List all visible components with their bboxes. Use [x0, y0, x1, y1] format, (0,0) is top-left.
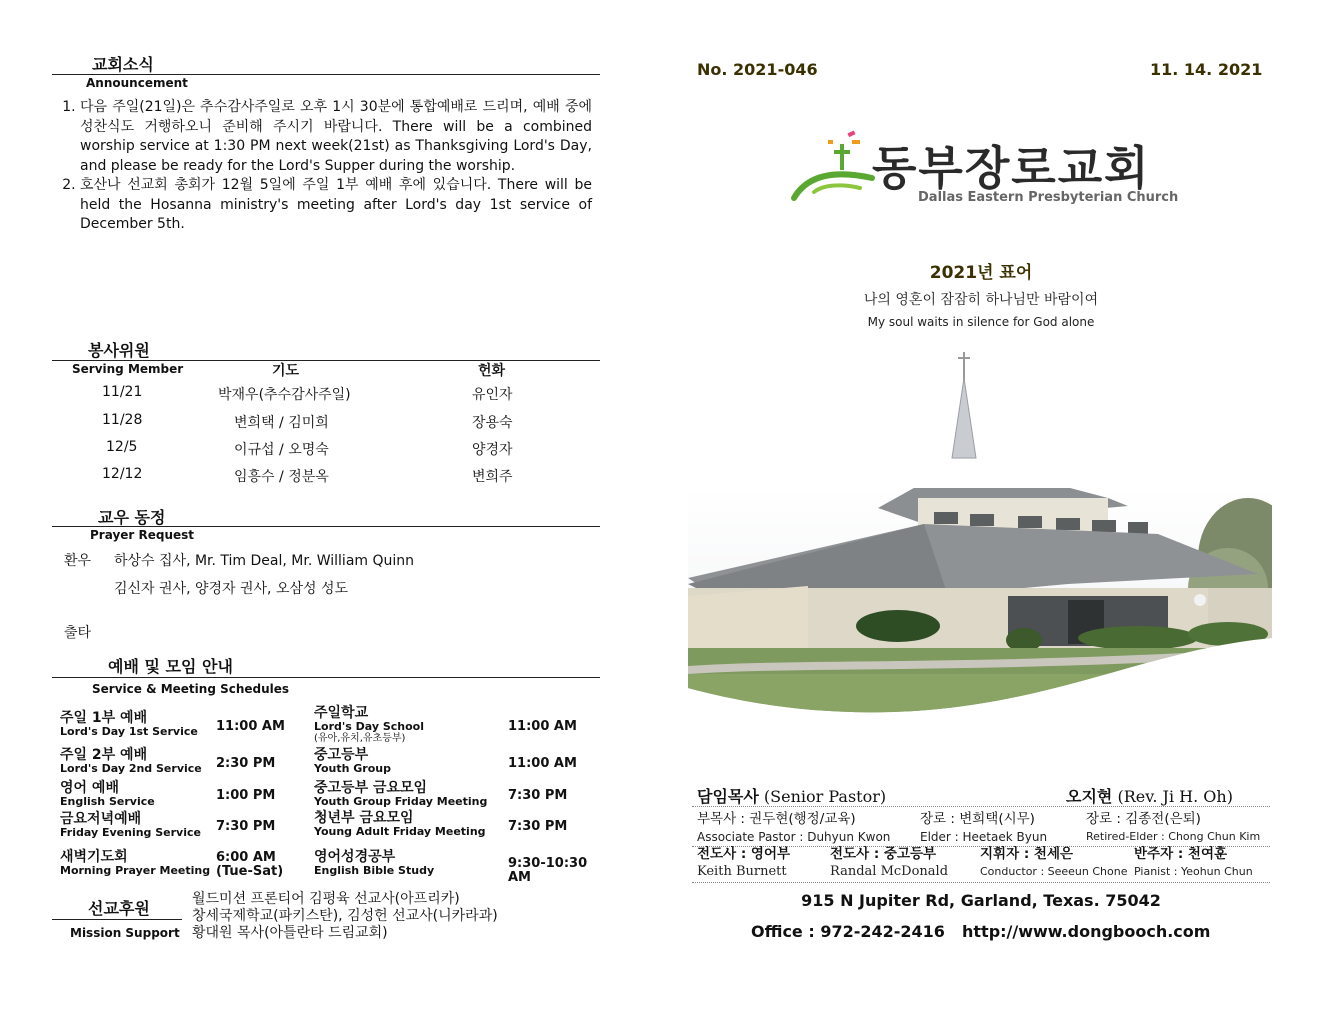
schedule-item-name: 주일 2부 예배 Lord's Day 2nd Service [60, 747, 202, 775]
schedule-time: 2:30 PM [216, 756, 276, 771]
serving-prayer: 이규섭 / 오명숙 [234, 442, 329, 458]
announcement-item: 1. 다음 주일(21일)은 추수감사주일로 오후 1시 30분에 통합예배로 드리며, 예배 중에 성찬식도 거행하오니 준비해 주시기 바랍니다. There will be a combined worship service at 1:30 PM next week(21st) as Thanksgiving Lord's Day, and please be ready for the Lord's Supper during the worship. [80, 98, 592, 176]
senior-pastor-name: 오지현 (Rev. Ji H. Oh) [1066, 787, 1233, 806]
motto-korean: 나의 영혼이 잠잠히 하나님만 바람이여 [863, 292, 1099, 308]
sick-label: 환우 [64, 553, 92, 569]
schedule-time: 7:30 PM [508, 788, 568, 803]
schedule-title: 예배 및 모임 안내 [108, 657, 233, 676]
announcement-list [58, 98, 592, 235]
prayer-column-header: 기도 [272, 363, 300, 379]
schedule-item-name: 새벽기도회 Morning Prayer Meeting [60, 849, 211, 877]
staff-retired-elder: 장로 : 김종전(은퇴) Retired-Elder : Chong Chun Kim [1086, 811, 1261, 843]
schedule-item-name: 주일학교 Lord's Day School (유아,유치,유초등부) [314, 705, 424, 744]
schedule-time: 11:00 AM [508, 719, 577, 734]
sick-list: 하상수 집사, Mr. Tim Deal, Mr. William Quinn [114, 553, 415, 569]
divider [52, 526, 600, 527]
schedule-time: 6:00 AM (Tue-Sat) [216, 850, 284, 879]
serving-offering: 유인자 [472, 387, 513, 403]
church-address: 915 N Jupiter Rd, Garland, Texas. 75042 [801, 891, 1161, 910]
announcement-title: 교회소식 [92, 55, 154, 74]
staff-associate-pastor: 부목사 : 권두현(행정/교육) Associate Pastor : Duhyun Kwon [697, 811, 891, 844]
prayer-title: 교우 동정 [98, 508, 166, 527]
church-name-english: Dallas Eastern Presbyterian Church [918, 190, 1179, 205]
church-logo-icon [788, 126, 878, 206]
divider [692, 806, 1270, 807]
serving-prayer: 변희택 / 김미희 [234, 415, 329, 431]
serving-title: 봉사위원 [88, 341, 150, 360]
staff-conductor: 지휘자 : 천세은 Conductor : Seeeun Chone [980, 846, 1128, 878]
announcement-item: 2. 호산나 선교회 총회가 12월 5일에 주일 1부 예배 후에 있습니다. There will be held the Hosanna ministry's meeting after Lord's day 1st service of December 5th. [80, 176, 592, 235]
schedule-subtitle: Service & Meeting Schedules [92, 682, 290, 696]
schedule-time: 11:00 AM [216, 719, 285, 734]
divider [52, 360, 600, 361]
divider [52, 677, 600, 678]
schedule-item-name: 중고등부 Youth Group [314, 747, 391, 775]
schedule-time: 9:30-10:30 AM [508, 856, 588, 885]
travel-label: 출타 [64, 625, 92, 641]
serving-offering: 장용숙 [472, 415, 513, 431]
serving-prayer: 임흥수 / 정분옥 [234, 469, 329, 485]
serving-date: 12/5 [106, 439, 138, 455]
website-link[interactable]: http://www.dongbooch.com [962, 922, 1211, 941]
announcement-subtitle: Announcement [86, 76, 188, 90]
schedule-item-name: 금요저녁예배 Friday Evening Service [60, 811, 201, 839]
schedule-time: 7:30 PM [508, 819, 568, 834]
prayer-subtitle: Prayer Request [90, 528, 195, 542]
staff-evangelist-youth: 전도사 : 중고등부 Randal McDonald [830, 846, 949, 879]
schedule-time: 11:00 AM [508, 756, 577, 771]
offering-column-header: 헌화 [478, 363, 506, 379]
motto-title: 2021년 표어 [929, 263, 1033, 283]
schedule-item-name: 영어 예배 English Service [60, 780, 155, 808]
mission-subtitle: Mission Support [70, 926, 180, 940]
serving-prayer: 박재우(추수감사주일) [218, 387, 351, 403]
motto-english: My soul waits in silence for God alone [867, 315, 1095, 329]
divider [692, 882, 1270, 883]
serving-offering: 양경자 [472, 442, 513, 458]
schedule-time: 1:00 PM [216, 788, 276, 803]
senior-pastor-label: 담임목사 (Senior Pastor) [697, 787, 887, 806]
serving-date: 11/28 [102, 412, 143, 428]
schedule-item-name: 영어성경공부 English Bible Study [314, 849, 435, 877]
schedule-item-name: 중고등부 금요모임 Youth Group Friday Meeting [314, 780, 488, 808]
divider [52, 74, 600, 75]
schedule-item-name: 청년부 금요모임 Young Adult Friday Meeting [314, 810, 486, 838]
issue-date: 11. 14. 2021 [1150, 60, 1263, 79]
office-phone: Office : 972-242-2416 [751, 922, 945, 941]
issue-number: No. 2021-046 [697, 60, 818, 79]
serving-date: 12/12 [102, 466, 143, 482]
church-name-korean: 동부장로교회 [872, 141, 1151, 195]
serving-subtitle: Serving Member [72, 362, 184, 376]
serving-date: 11/21 [102, 384, 143, 400]
serving-offering: 변희주 [472, 469, 513, 485]
mission-title: 선교후원 [88, 899, 150, 918]
staff-evangelist-english: 전도사 : 영어부 Keith Burnett [697, 846, 791, 879]
schedule-time: 7:30 PM [216, 819, 276, 834]
mission-list: 월드미션 프론티어 김평육 선교사(아프리카) 창세국제학교(파키스탄), 김성헌 선교사(니카라과) 황대원 목사(아틀란타 드림교회) [192, 891, 498, 941]
staff-pianist: 반주자 : 천여훈 Pianist : Yeohun Chun [1134, 846, 1253, 878]
staff-elder: 장로 : 변희택(시무) Elder : Heetaek Byun [920, 811, 1048, 844]
church-photo [688, 348, 1272, 714]
divider [52, 919, 182, 920]
schedule-item-name: 주일 1부 예배 Lord's Day 1st Service [60, 710, 198, 738]
sick-list: 김신자 권사, 양경자 권사, 오삼성 성도 [114, 581, 349, 597]
